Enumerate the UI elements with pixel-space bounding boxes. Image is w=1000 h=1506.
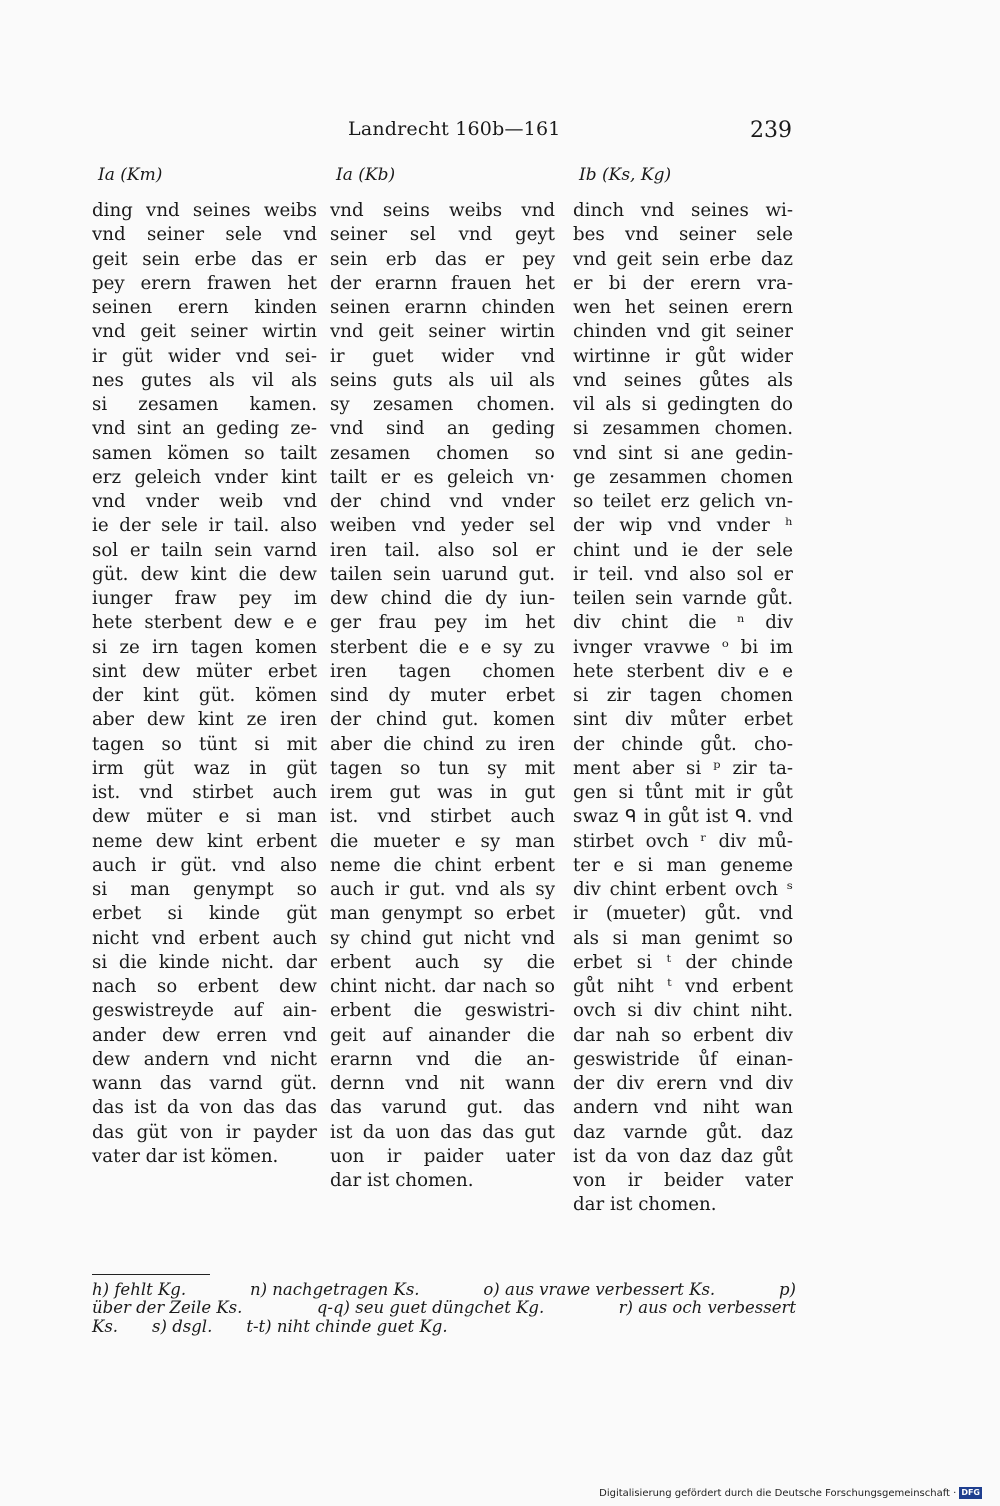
page-number: 239 [750,118,792,143]
running-head [0,118,1000,148]
text-line: güt. dew kint die dew [92,563,317,585]
text-line: von ir beider vater [573,1170,793,1191]
text-line: vnd sind an geding [330,418,555,440]
text-line: er bi der erern vra- [573,272,793,294]
text-line: sint div můter erbet [573,709,793,731]
text-line: tagen so tun sy mit [330,757,555,779]
text-line: nes gutes als vil als [92,369,317,391]
text-line: vnd sint si ane gedin- [573,442,793,464]
footnote-text: seu guet düngchet Kg. [355,1298,545,1318]
text-line: si zesamen kamen. [92,394,317,415]
text-line: ander dew erren vnd [92,1024,317,1046]
text-line: der chinde gůt. cho- [573,733,793,755]
text-line: dar ist chomen. [573,1194,717,1216]
text-line: dinch vnd seines wi- [573,200,793,221]
text-line: ivnger vravwe ᵒ bi im [573,636,793,658]
text-line: man genympt so erbet [330,903,555,925]
text-line: si ze irn tagen komen [92,636,317,658]
text-line: das güt von ir payder [92,1121,317,1143]
text-line: ie der sele ir tail. also [92,515,317,537]
digitization-credit [599,1487,982,1499]
footnote-mark: o) [483,1280,500,1299]
column-km [92,165,317,1169]
text-line: uon ir paider uater [330,1145,555,1167]
text-line: das varund gut. das [330,1097,555,1119]
text-line: irem gut was in gut [330,782,555,803]
footnote [92,1318,118,1336]
text-line: der erarnn frauen het [330,272,555,294]
footnote-mark: h) [92,1280,110,1299]
footnote [779,1281,796,1299]
footnote-rule [92,1274,210,1275]
text-line: dew müter e si man [92,806,317,828]
text-line: si zir tagen chomen [573,685,793,706]
text-line: iren tagen chomen [330,660,555,682]
footnote-text: aus vrawe verbessert Ks. [505,1280,716,1299]
footnote-text: fehlt Kg. [114,1280,187,1299]
text-line: teilen sein varnde gůt. [573,588,793,609]
footnote-text: über der Zeile Ks. [92,1298,243,1318]
text-line: vnd seins weibs vnd [330,200,555,221]
text-line: si die kinde nicht. dar [92,951,317,973]
column-kb [330,165,555,1193]
text-line: aber die chind zu iren [330,733,555,755]
footnote [250,1281,420,1299]
text-line: div chint die ⁿ div [573,612,793,634]
footnote-mark: q-q) [316,1298,350,1318]
text-line: vnd geit sein erbe daz [573,248,793,270]
text-line: ir (mueter) gůt. vnd [573,903,793,925]
text-line: dar nah so erbent div [573,1024,793,1046]
footnote-text: niht chinde guet Kg. [276,1316,448,1336]
text-line: bes vnd seiner sele [573,224,793,246]
footnote-mark: s) [152,1316,167,1336]
text-line: dernn vnd nit wann [330,1073,555,1094]
column-heading: Ib (Ks, Kg) [579,165,672,185]
text-line: ding vnd seines weibs [92,200,317,221]
text-line: ist da uon das das gut [330,1121,555,1143]
footnote-text: Ks. [92,1316,119,1336]
text-line: sy chind gut nicht vnd [330,927,555,949]
text-line: ist. vnd stirbet auch [330,806,555,828]
text-line: erbet si kinde güt [92,903,317,925]
text-line: ist. vnd stirbet auch [92,782,317,803]
text-line: samen kömen so tailt [92,442,317,464]
footnote-text: aus och verbessert [638,1298,796,1318]
footnote-text: nachgetragen Ks. [272,1280,420,1299]
text-line: seiner sel vnd geyt [330,224,555,246]
text-line: daz varnde gůt. daz [573,1121,793,1143]
text-line: geswistride ůf einan- [573,1048,793,1070]
credit-text: Digitalisierung gefördert durch die Deutsche Forschungsgemeinschaft · [599,1487,957,1499]
text-line: tailen sein uarund gut. [330,563,555,585]
text-line: erbet si ᵗ der chinde [573,951,793,973]
column-heading: Ia (Kb) [336,165,396,185]
text-line: sol er tailn sein varnd [92,539,317,561]
text-line: chinden vnd git seiner [573,321,793,343]
text-line: vnd sint an geding ze- [92,418,317,440]
text-line: erbent die geswistri- [330,1000,555,1022]
text-line: iren tail. also sol er [330,539,555,561]
text-line: der chind gut. komen [330,709,555,731]
text-line: erz geleich vnder kint [92,466,317,488]
text-line: ir guet wider vnd [330,345,555,367]
text-line: ovch si div chint niht. [573,1000,793,1022]
text-line: dar ist chomen. [330,1170,474,1191]
text-line: tagen so tünt si mit [92,733,317,755]
text-line: si zesammen chomen. [573,418,793,440]
text-line: seinen erarnn chinden [330,297,555,318]
text-line: weiben vnd yeder sel [330,515,555,537]
text-line: die mueter e sy man [330,830,555,852]
footnote-text: dsgl. [172,1316,213,1336]
text-line: andern vnd niht wan [573,1097,793,1119]
text-line: ir teil. vnd also sol er [573,563,793,585]
footnote [152,1318,212,1336]
running-title: Landrecht 160b—161 [348,118,561,140]
footnote-line [92,1281,796,1299]
text-line: der chind vnd vnder [330,491,555,512]
text-line: nach so erbent dew [92,976,317,997]
column-ks-kg [573,165,793,1218]
text-line: seinen erern kinden [92,297,317,318]
text-line: geswistreyde auf ain- [92,1000,317,1022]
footnote [483,1281,715,1299]
text-line: auch ir gut. vnd als sy [330,879,555,900]
column-heading: Ia (Km) [98,165,163,185]
text-line: sein erb das er pey [330,248,555,270]
text-line: sterbent die e e sy zu [330,636,555,658]
text-line: iunger fraw pey im [92,588,317,609]
footnote [246,1318,447,1336]
text-line: erarnn vnd die an- [330,1048,555,1070]
footnote [92,1299,242,1317]
text-line: ter e si man geneme [573,854,793,876]
footnote-mark: p) [779,1280,796,1299]
footnote-line [92,1318,796,1336]
text-line: dew chind die dy iun- [330,588,555,609]
column-text [92,199,317,1169]
footnote [619,1299,796,1317]
text-line: neme die chint erbent [330,854,555,876]
dfg-logo: DFG [961,1488,980,1497]
text-line: nicht vnd erbent auch [92,927,317,949]
text-line: das ist da von das das [92,1097,317,1119]
text-line: vnd seines gůtes als [573,369,793,391]
footnotes [92,1281,796,1336]
text-line: auch ir güt. vnd also [92,854,317,876]
text-line: gůt niht ᵗ vnd erbent [573,976,793,997]
text-line: pey erern frawen het [92,272,317,294]
text-line: tailt er es geleich vn· [330,466,555,488]
text-line: erbent auch sy die [330,951,555,973]
text-line: als si man genimt so [573,927,793,949]
text-line: vater dar ist kömen. [92,1145,279,1167]
footnote [92,1281,186,1299]
text-line: ir güt wider vnd sei- [92,345,317,367]
text-line: der wip vnd vnder ʰ [573,515,793,537]
text-line: sind dy muter erbet [330,685,555,706]
text-line: div chint erbent ovch ˢ [573,879,793,900]
text-line: wann das varnd güt. [92,1073,317,1094]
text-line: gen si tůnt mit ir gůt [573,782,793,803]
text-line: geit sein erbe das er [92,248,317,270]
text-line: irm güt waz in güt [92,757,317,779]
text-line: ment aber si ᵖ zir ta- [573,757,793,779]
footnote-mark: t-t) [246,1316,272,1336]
text-line: chint nicht. dar nach so [330,976,555,997]
text-line: hete sterbent div e e [573,660,793,682]
footnote [317,1299,544,1317]
text-line: hete sterbent dew e e [92,612,317,634]
text-line: so teilet erz gelich vn- [573,491,793,512]
text-line: stirbet ovch ʳ div mů- [573,830,793,852]
column-text [573,199,793,1218]
text-line: si man genympt so [92,879,317,900]
text-line: geit auf ainander die [330,1024,555,1046]
text-line: aber dew kint ze iren [92,709,317,731]
text-line: wen het seinen erern [573,297,793,318]
text-line: neme dew kint erbent [92,830,317,852]
footnote-mark: n) [249,1280,268,1299]
text-line: wirtinne ir gůt wider [573,345,793,367]
text-line: ist da von daz daz gůt [573,1145,793,1167]
column-text [330,199,555,1193]
text-line: vil als si gedingten do [573,394,793,415]
text-line: der kint güt. kömen [92,685,317,706]
text-line: ge zesammen chomen [573,466,793,488]
text-line: sint dew müter erbet [92,660,317,682]
text-line: vnd geit seiner wirtin [330,321,555,343]
text-line: vnd seiner sele vnd [92,224,317,246]
text-line: chint und ie der sele [573,539,793,561]
text-line: swaz ᑫ in gůt ist ᑫ. vnd [573,806,793,828]
footnote-line [92,1299,796,1317]
text-line: seins guts als uil als [330,369,555,391]
text-line: ger frau pey im het [330,612,555,634]
text-line: zesamen chomen so [330,442,555,464]
footnote-mark: r) [618,1298,633,1318]
text-line: vnd vnder weib vnd [92,491,317,512]
text-line: sy zesamen chomen. [330,394,555,415]
text-line: dew andern vnd nicht [92,1048,317,1070]
text-line: der div erern vnd div [573,1073,793,1094]
text-line: vnd geit seiner wirtin [92,321,317,343]
